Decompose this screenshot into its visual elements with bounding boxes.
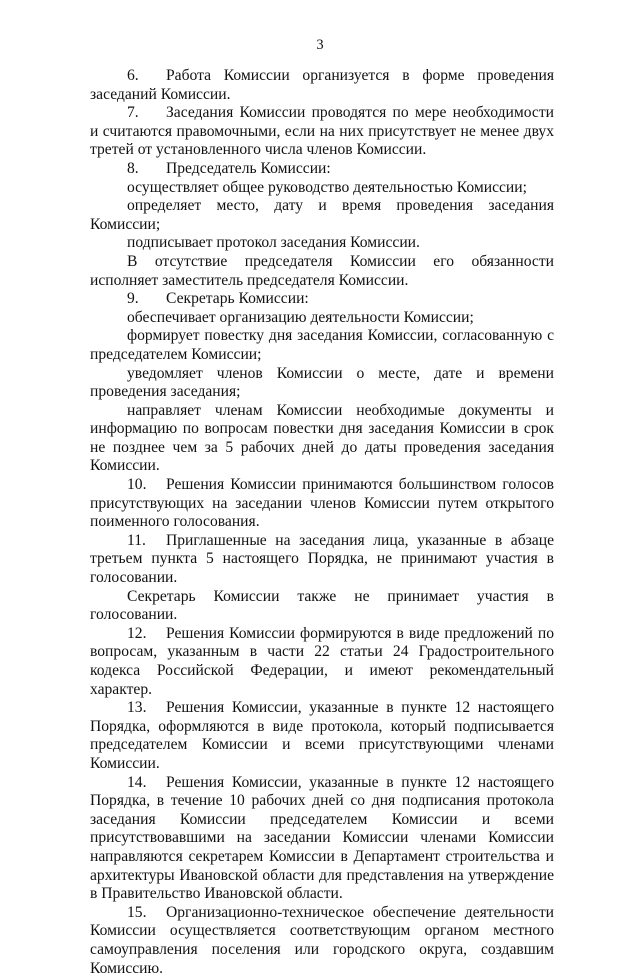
paragraph-text: направляет членам Комиссии необходимые документы и информацию по вопросам повестки дня заседания Комиссии в срок не позднее чем за 5 рабочих дней до даты проведения заседания Комиссии. <box>90 401 554 475</box>
paragraph-8-duty-1 <box>90 179 554 198</box>
paragraph-8-duty-3 <box>90 234 554 253</box>
paragraph-8-duty-2 <box>90 197 554 234</box>
paragraph-9 <box>90 290 554 309</box>
paragraph-text: определяет место, дату и время проведения заседания Комиссии; <box>90 197 554 233</box>
paragraph-text: осуществляет общее руководство деятельностью Комиссии; <box>127 178 527 196</box>
paragraph-text: подписывает протокол заседания Комиссии. <box>127 234 420 252</box>
paragraph-6 <box>90 67 554 104</box>
paragraph-text: Заседания Комиссии проводятся по мере необходимости и считаются правомочными, если на них присутствует не менее двух третей от установленного числа членов Комиссии. <box>90 104 554 159</box>
paragraph-11-secretary <box>90 588 554 625</box>
paragraph-text: Секретарь Комиссии: <box>166 290 309 308</box>
paragraph-14 <box>90 774 554 904</box>
paragraph-text: Работа Комиссии организуется в форме проведения заседаний Комиссии. <box>90 67 554 103</box>
paragraph-9-duty-1 <box>90 309 554 328</box>
paragraph-7 <box>90 104 554 160</box>
paragraph-8 <box>90 160 554 179</box>
paragraph-11 <box>90 532 554 588</box>
paragraph-text: обеспечивает организацию деятельности Комиссии; <box>127 308 474 326</box>
paragraph-15 <box>90 904 554 978</box>
paragraph-text: Решения Комиссии принимаются большинством голосов присутствующих на заседании членов Комиссии путем открытого поименного голосования. <box>90 476 554 531</box>
paragraph-9-duty-4 <box>90 402 554 476</box>
item-number: 11. <box>127 531 146 549</box>
paragraph-text: Приглашенные на заседания лица, указанные в абзаце третьем пункта 5 настоящего Порядка, не принимают участия в голосовании. <box>90 531 554 587</box>
item-number: 14. <box>127 773 147 791</box>
item-number: 15. <box>127 903 147 921</box>
paragraph-text: уведомляет членов Комиссии о месте, дате и времени проведения заседания; <box>90 364 554 401</box>
item-number: 10. <box>127 476 147 494</box>
paragraph-9-duty-2 <box>90 327 554 364</box>
paragraph-9-duty-3 <box>90 365 554 402</box>
page-number: 3 <box>316 37 324 53</box>
paragraph-text: Председатель Комиссии: <box>166 159 331 177</box>
item-number: 7. <box>127 104 139 122</box>
paragraph-text: Решения Комиссии, указанные в пункте 12 настоящего Порядка, оформляются в виде протокола, который подписывается председателем Комиссии и всеми присутствующими членами Комиссии. <box>90 699 554 772</box>
paragraph-text: Организационно-техническое обеспечение деятельности Комиссии осуществляется соответствующим органом местного самоуправления поселения или городского округа, создавшим Комиссию. <box>90 903 554 977</box>
paragraph-text: Решения Комиссии формируются в виде предложений по вопросам, указанным в части 22 статьи 24 Градостроительного кодекса Российской Федерации, и имеют рекомендательный характер. <box>90 624 554 698</box>
paragraph-12 <box>90 625 554 699</box>
item-number: 13. <box>127 699 147 717</box>
document-body <box>90 67 554 978</box>
paragraph-text: В отсутствие председателя Комиссии его обязанности исполняет заместитель председателя Комиссии. <box>90 252 554 289</box>
item-number: 12. <box>127 624 147 642</box>
item-number: 8. <box>127 159 139 177</box>
paragraph-text: Секретарь Комиссии также не принимает участия в голосовании. <box>90 587 554 624</box>
paragraph-8-deputy <box>90 253 554 290</box>
paragraph-text: формирует повестку дня заседания Комиссии, согласованную с председателем Комиссии; <box>90 327 554 363</box>
paragraph-text: Решения Комиссии, указанные в пункте 12 настоящего Порядка, в течение 10 рабочих дней со дня подписания протокола заседания Комиссии председателем Комиссии и всеми присутствовавшими на заседании Комиссии членами Комиссии направляются секретарем Комиссии в Департамент строительства и архитектуры Ивановской области для представления на утверждение в Правительство Ивановской области. <box>90 773 554 903</box>
item-number: 6. <box>127 67 139 84</box>
paragraph-10 <box>90 476 554 532</box>
paragraph-13 <box>90 699 554 773</box>
item-number: 9. <box>127 290 139 308</box>
